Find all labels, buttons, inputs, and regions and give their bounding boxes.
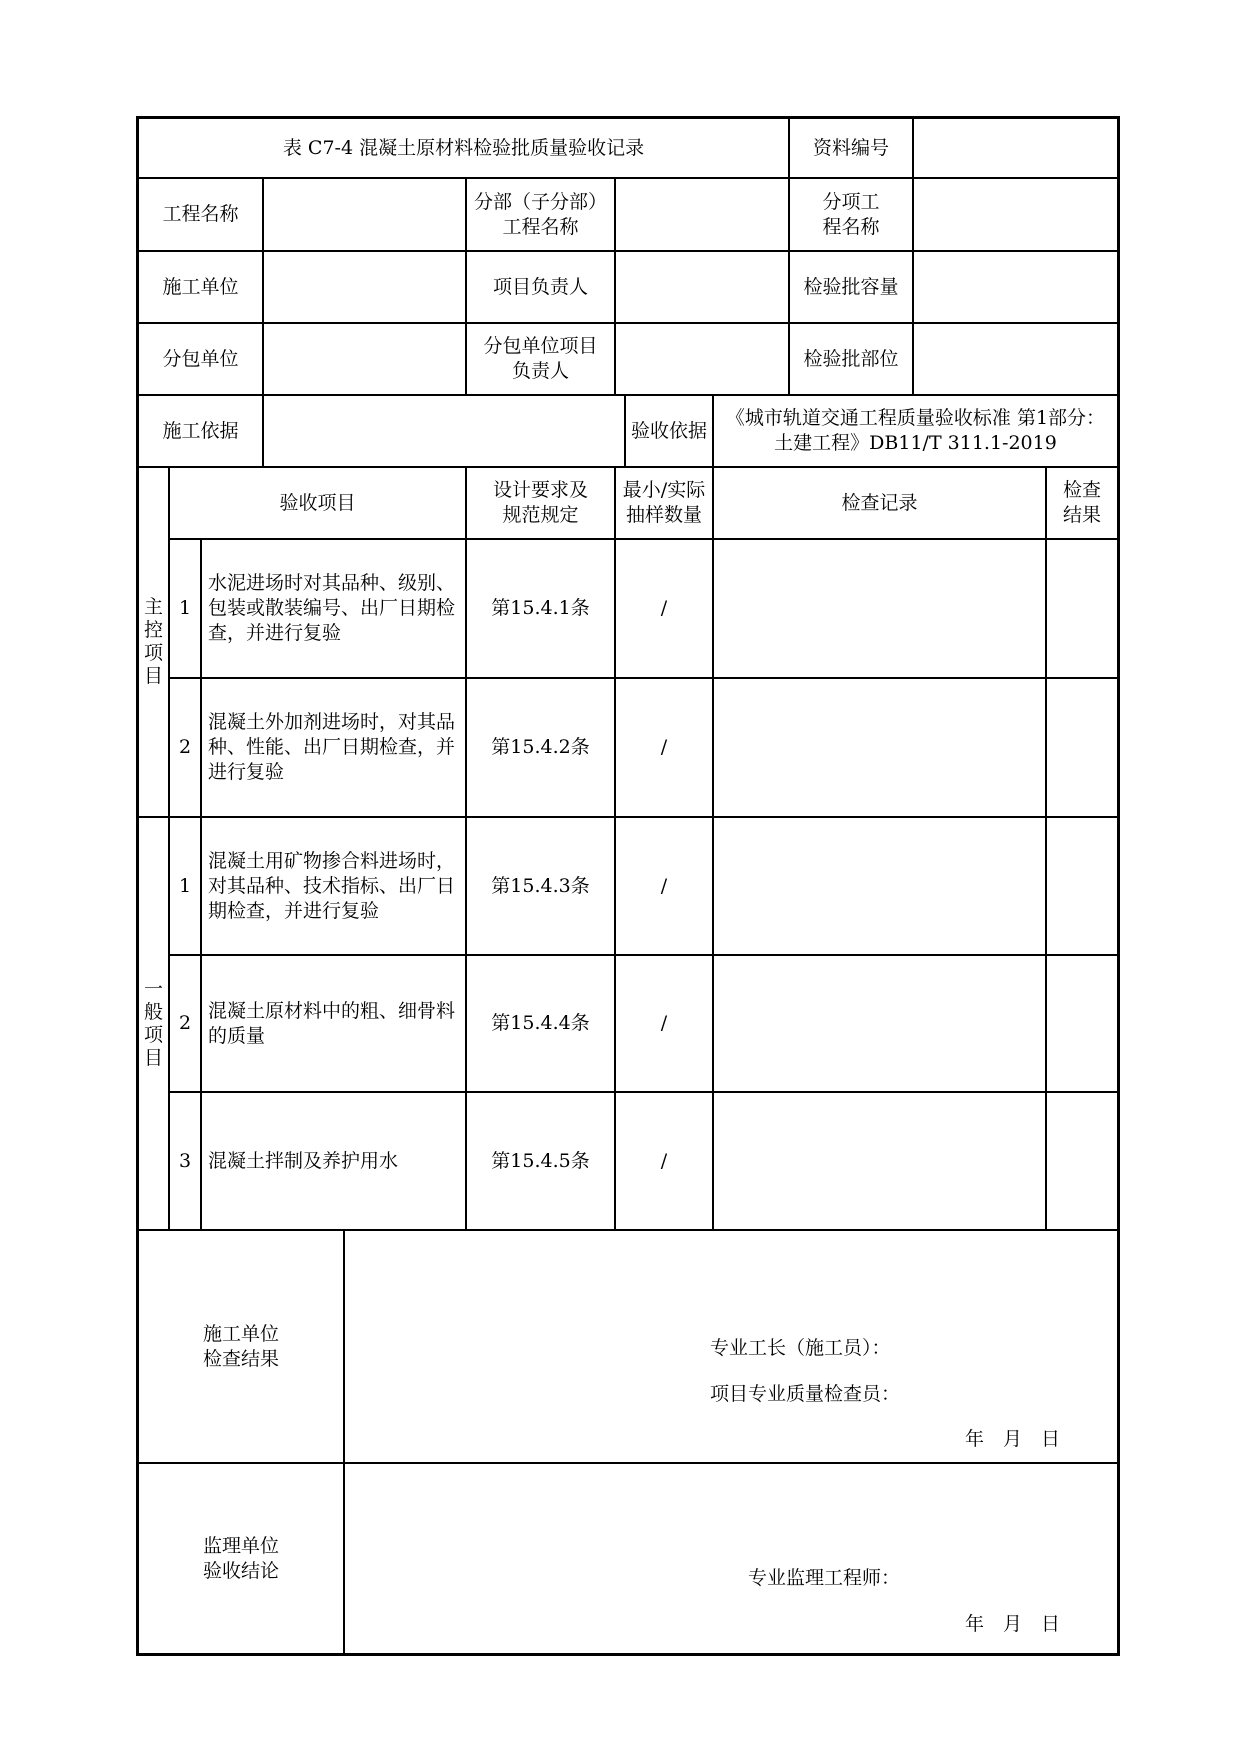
item-clause: 第15.4.2条 [491, 736, 590, 758]
item-description: 水泥进场时对其品种、级别、包装或散装编号、出厂日期检查，并进行复验 [208, 572, 456, 644]
construction-unit-field[interactable] [264, 252, 465, 322]
item-sample: / [660, 1149, 668, 1172]
construction-check-label: 施工单位检查结果 [202, 1322, 279, 1370]
sub-manager-label: 分包单位项目负责人 [483, 335, 598, 382]
item-number: 1 [178, 597, 192, 619]
supervision-label: 监理单位验收结论 [202, 1534, 279, 1582]
batch-location-label: 检验批部位 [803, 347, 899, 370]
subdivision-label: 分部（子分部）工程名称 [473, 190, 607, 238]
item-number: 2 [178, 1012, 192, 1034]
sub-manager-field[interactable] [616, 324, 788, 394]
item-description: 混凝土外加剂进场时，对其品种、性能、出厂日期检查，并进行复验 [208, 711, 456, 783]
item-result-field[interactable] [1047, 1093, 1117, 1229]
item-sample: / [660, 736, 668, 758]
item-result-field[interactable] [1047, 956, 1117, 1091]
item-description: 混凝土原材料中的粗、细骨料的质量 [208, 999, 456, 1047]
item-number: 2 [178, 736, 192, 758]
column-header-design: 设计要求及规范规定 [492, 479, 588, 526]
supervision-date-label: 年 月 日 [965, 1613, 1061, 1635]
subcontractor-label: 分包单位 [162, 347, 239, 370]
main-control-group-label [139, 468, 168, 816]
project-manager-label: 项目负责人 [492, 275, 588, 298]
inspector-signature-label: 项目专业质量检查员： [710, 1383, 901, 1405]
item-sample: / [660, 874, 668, 897]
form-title: 表 C7-4 混凝土原材料检验批质量验收记录 [282, 136, 645, 159]
doc-number-label: 资料编号 [812, 136, 889, 159]
item-clause: 第15.4.4条 [491, 1012, 590, 1034]
item-clause: 第15.4.5条 [491, 1149, 590, 1172]
acceptance-basis-label: 验收依据 [630, 419, 707, 442]
item-record-field[interactable] [714, 679, 1045, 816]
item-result-field[interactable] [1047, 540, 1117, 677]
project-name-label: 工程名称 [162, 203, 239, 225]
batch-location-field[interactable] [914, 324, 1117, 394]
item-sample: / [660, 1012, 668, 1034]
item-project-label: 分项工程名称 [822, 190, 880, 238]
column-header-record: 检查记录 [841, 491, 918, 514]
general-group-label [139, 818, 168, 1229]
subdivision-field[interactable] [616, 179, 788, 250]
item-project-field[interactable] [914, 179, 1117, 250]
item-clause: 第15.4.1条 [491, 597, 590, 619]
column-header-item: 验收项目 [279, 491, 356, 514]
item-number: 1 [178, 874, 192, 897]
supervision-engineer-label: 专业监理工程师： [748, 1567, 901, 1589]
item-result-field[interactable] [1047, 818, 1117, 954]
construction-date-label: 年 月 日 [965, 1428, 1061, 1450]
item-number: 3 [178, 1149, 192, 1172]
item-description: 混凝土用矿物掺合料进场时，对其品种、技术指标、出厂日期检查，并进行复验 [208, 849, 456, 922]
item-record-field[interactable] [714, 1093, 1045, 1229]
doc-number-field[interactable] [914, 119, 1117, 177]
batch-capacity-field[interactable] [914, 252, 1117, 322]
item-record-field[interactable] [714, 956, 1045, 1091]
item-sample: / [660, 597, 668, 619]
general-group-text: 一般项目 [143, 977, 163, 1069]
item-description: 混凝土拌制及养护用水 [208, 1149, 399, 1172]
item-result-field[interactable] [1047, 679, 1117, 816]
project-manager-field[interactable] [616, 252, 788, 322]
construction-basis-field[interactable] [264, 396, 624, 466]
main-control-group-text: 主控项目 [143, 596, 163, 687]
construction-unit-label: 施工单位 [162, 275, 239, 298]
project-name-field[interactable] [264, 179, 465, 250]
column-header-sample: 最小/实际抽样数量 [622, 479, 706, 526]
acceptance-basis-value: 《城市轨道交通工程质量验收标准 第1部分：土建工程》DB11/T 311.1-2019 [725, 407, 1106, 454]
construction-basis-label: 施工依据 [162, 419, 239, 442]
foreman-signature-label: 专业工长（施工员）： [710, 1337, 891, 1359]
item-clause: 第15.4.3条 [491, 874, 590, 897]
subcontractor-field[interactable] [264, 324, 465, 394]
batch-capacity-label: 检验批容量 [803, 275, 899, 298]
column-header-result: 检查结果 [1062, 479, 1101, 526]
item-record-field[interactable] [714, 818, 1045, 954]
item-record-field[interactable] [714, 540, 1045, 677]
